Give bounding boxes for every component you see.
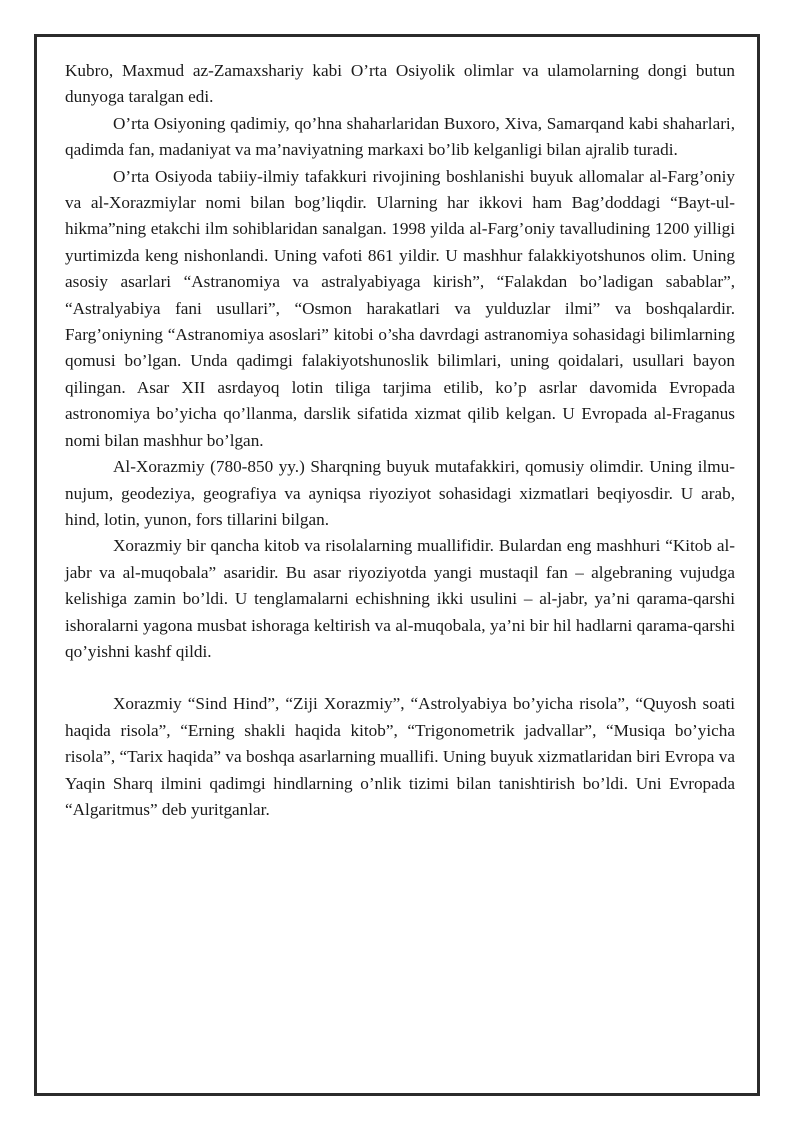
paragraph-6: Xorazmiy “Sind Hind”, “Ziji Xorazmiy”, “Astrolyabiya bo’yicha risola”, “Quyosh soati haqida risola”, “Erning shakli haqida kitob”, “Trigonometrik jadvallar”, “Musiqa bo’yicha risola”, “Tarix haqida” va boshqa asarlarning muallifi. Uning buyuk xizmatlaridan biri Evropa va Yaqin Sharq ilmini qadimgi hindlarning o’nlik tizimi bilan tanishtirish bo’ldi. Uni Evropada “Algaritmus” deb yuritganlar. (65, 694, 735, 819)
paragraph-2: O’rta Osiyoning qadimiy, qo’hna shaharlaridan Buxoro, Xiva, Samarqand kabi shaharlari, qadimda fan, madaniyat va ma’naviyatning markaxi bo’lib kelganligi bilan ajralib turadi. (65, 113, 735, 160)
paragraph-5: Xorazmiy bir qancha kitob va risolalarning muallifidir. Bulardan eng mashhuri “Kitob al-jabr va al-muqobala” asaridir. Bu asar riyoziyotda yangi mustaqil fan – algebraning vujudga kelishiga zamin bo’ldi. U tenglamalarni echishning ikki usulini – al-jabr, ya’ni qarama-qarshi ishoralarni yagona musbat ishoraga keltirish va al-muqobala, ya’ni bir hil hadlarni qarama-qarshi qo’yishni kashf qildi. (65, 536, 735, 661)
paragraph-1: Kubro, Maxmud az-Zamaxshariy kabi O’rta Osiyolik olimlar va ulamolarning dongi butun dunyoga taralgan edi. (65, 61, 735, 107)
blank-line (65, 665, 735, 691)
document-body (65, 58, 735, 823)
paragraph-4: Al-Xorazmiy (780-850 yy.) Sharqning buyuk mutafakkiri, qomusiy olimdir. Uning ilmu-nujum, geodeziya, geografiya va ayniqsa riyoziyot sohasidagi xizmatlari beqiyosdir. U arab, hind, lotin, yunon, fors tillarini bilgan. (65, 457, 735, 529)
paragraph-3: O’rta Osiyoda tabiiy-ilmiy tafakkuri rivojining boshlanishi buyuk allomalar al-Farg’oniy va al-Xorazmiylar nomi bilan bog’liqdir. Ularning har ikkovi ham Bag’doddagi “Bayt-ul-hikma”ning etakchi ilm sohiblaridan sanalgan. 1998 yilda al-Farg’oniy tavalludining 1200 yilligi yurtimizda keng nishonlandi. Uning vafoti 861 yildir. U mashhur falakkiyotshunos olim. Uning asosiy asarlari “Astranomiya va astralyabiyaga kirish”, “Falakdan bo’ladigan sabablar”, “Astralyabiya fani usullari”, “Osmon harakatlari va yulduzlar ilmi” va boshqalardir. Farg’oniyning “Astranomiya asoslari” kitobi o’sha davrdagi astranomiya sohasidagi bilimlarning qomusi bo’lgan. Unda qadimgi falakiyotshunoslik bilimlari, uning qoidalari, usullari bayon qilingan. Asar XII asrdayoq lotin tiliga tarjima etilib, ko’p asrlar davomida Evropada astronomiya bo’yicha qo’llanma, darslik sifatida xizmat qilib kelgan. U Evropada al-Fraganus nomi bilan mashhur bo’lgan. (65, 166, 735, 450)
